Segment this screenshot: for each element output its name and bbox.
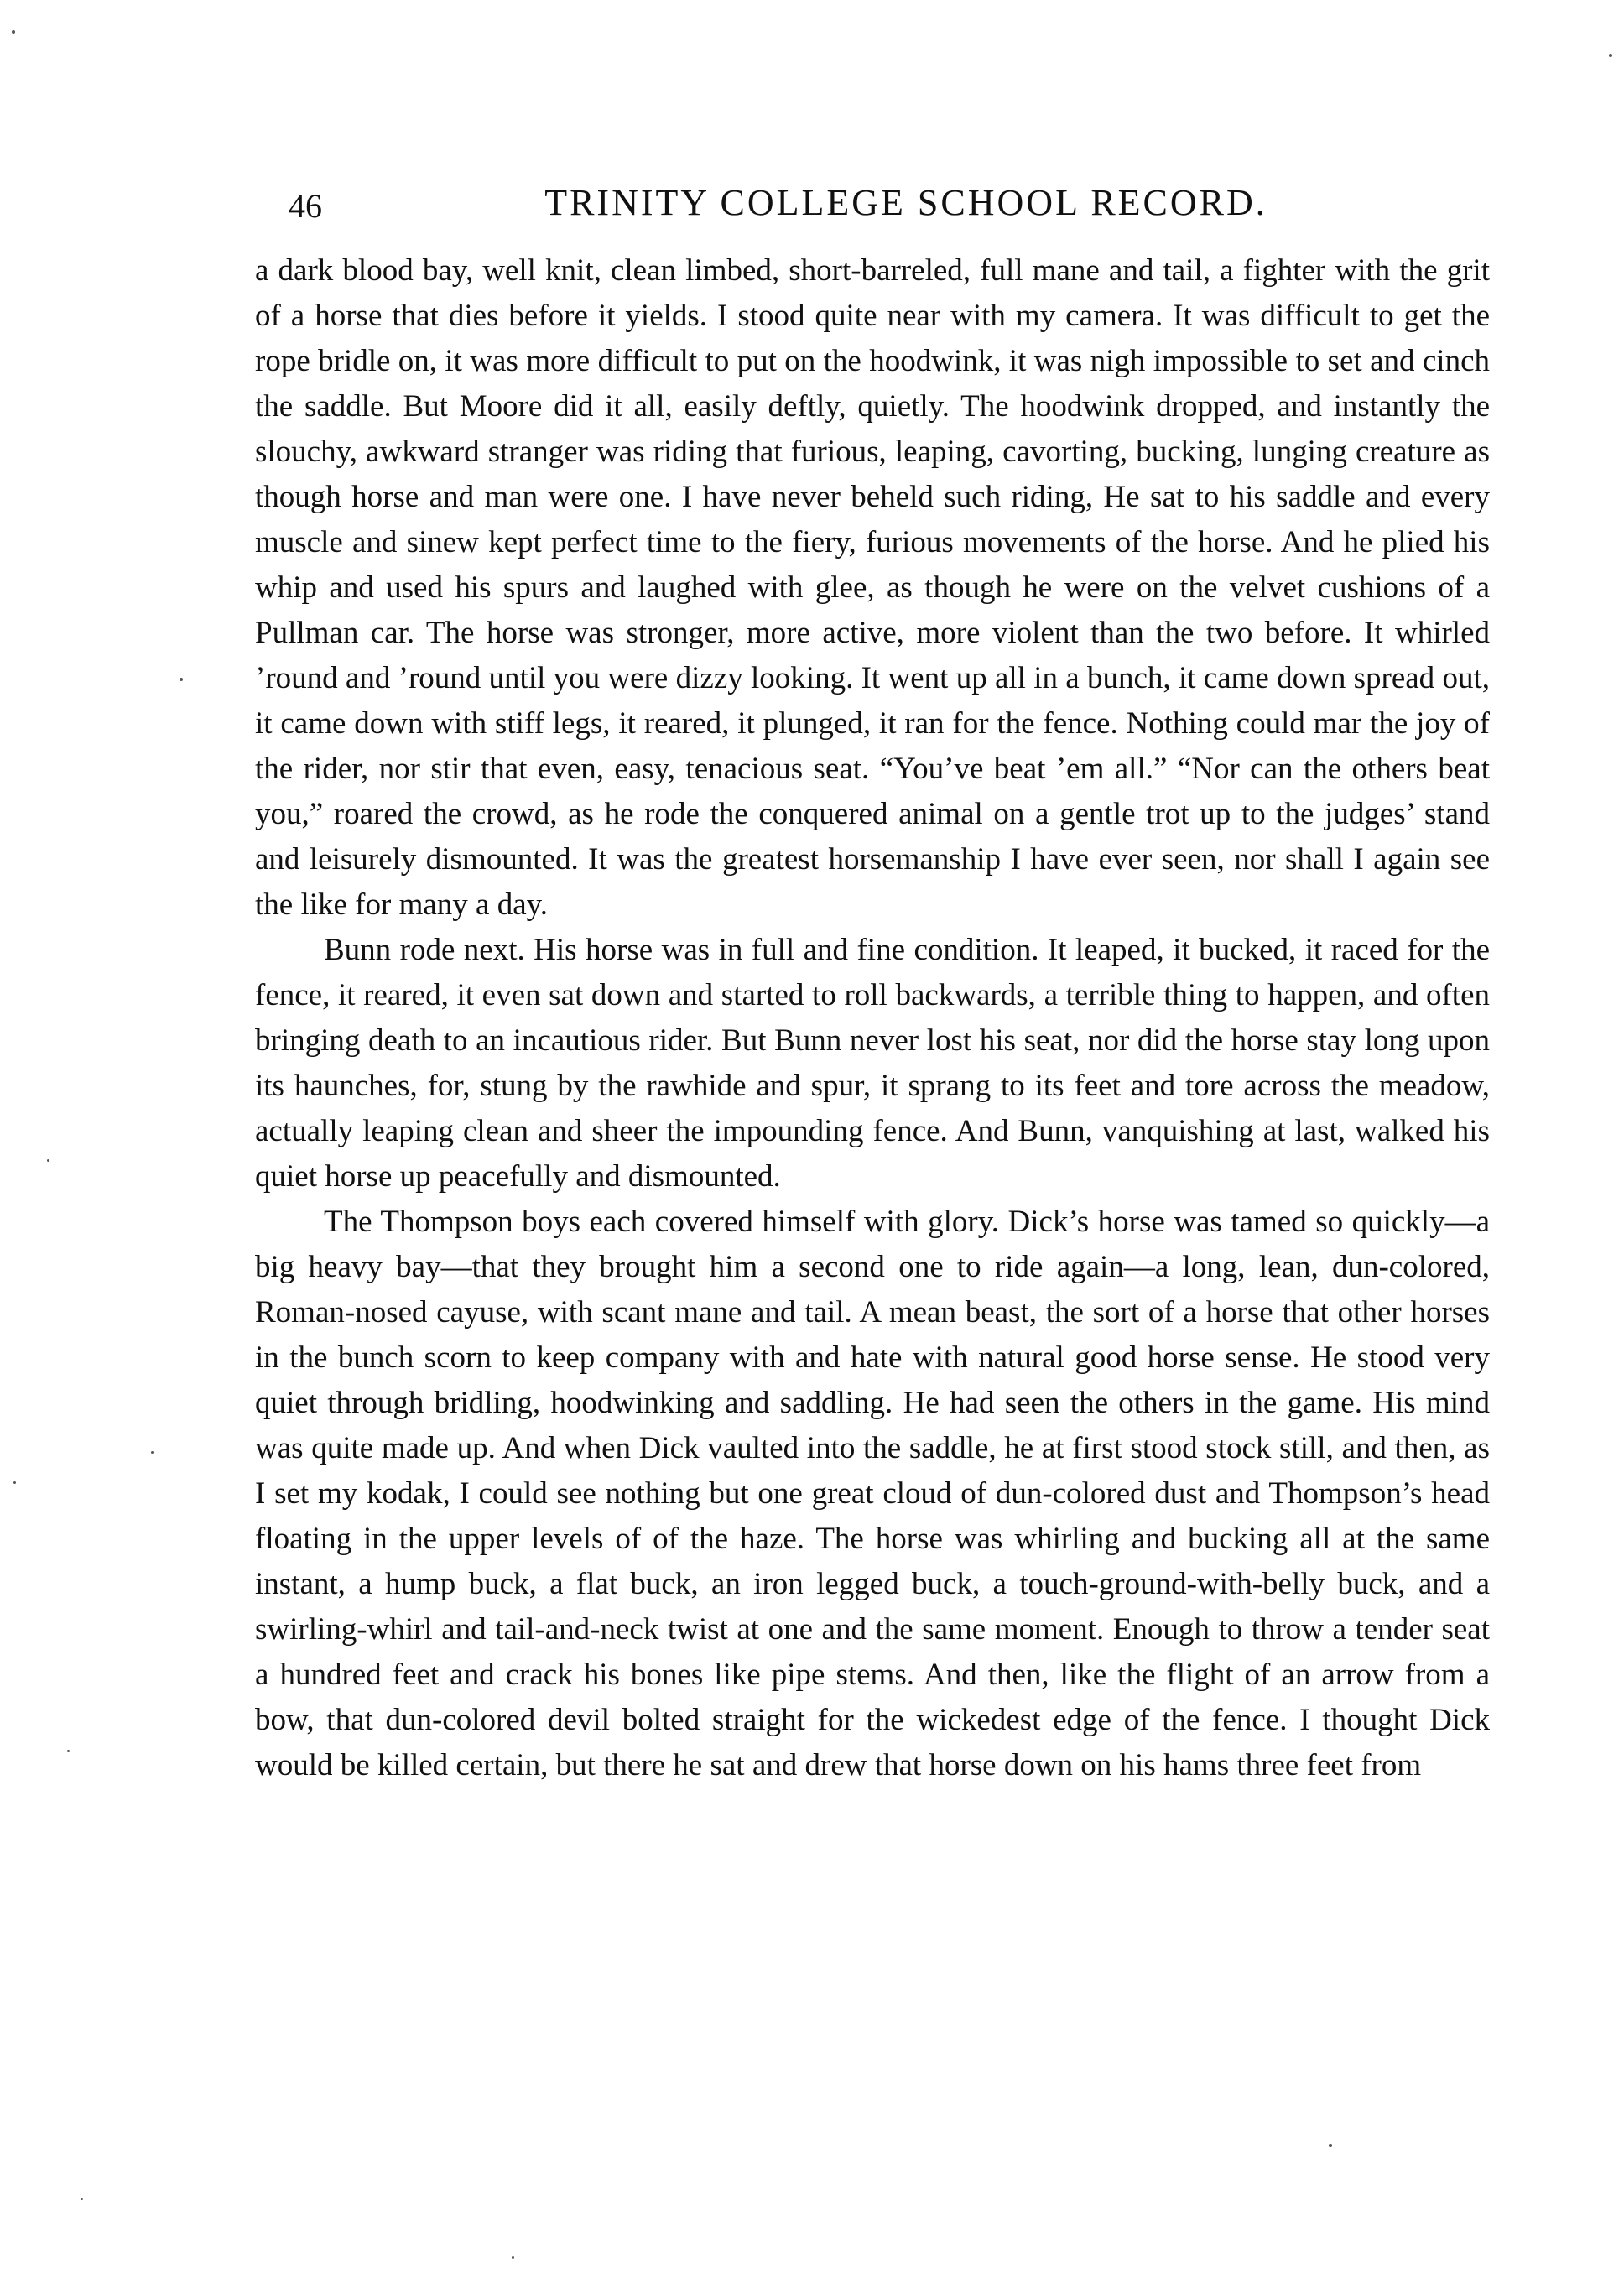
body-text: [255, 248, 1490, 1788]
paragraph-thompson-ride: The Thompson boys each covered himself with glory. Dick’s horse was tamed so quickly—a big heavy bay—that they brought him a second one to ride again—a long, lean, dun-colored, Roman-nosed cayuse, with scant mane and tail. A mean beast, the sort of a horse that other horses in the bunch scorn to keep company with and hate with natural good horse sense. He stood very quiet through bridling, hoodwinking and saddling. He had seen the others in the game. His mind was quite made up. And when Dick vaulted into the saddle, he at first stood stock still, and then, as I set my kodak, I could see nothing but one great cloud of dun-colored dust and Thompson’s head floating in the upper levels of of the haze. The horse was whirling and bucking all at the same instant, a hump buck, a flat buck, an iron legged buck, a touch-ground-with-belly buck, and a swirling-whirl and tail-and-neck twist at one and the same moment. Enough to throw a tender seat a hundred feet and crack his bones like pipe stems. And then, like the flight of an arrow from a bow, that dun-colored devil bolted straight for the wickedest edge of the fence. I thought Dick would be killed certain, but there he sat and drew that horse down on his hams three feet from: [255, 1205, 1490, 1782]
scan-speck: [12, 30, 15, 34]
scan-speck: [47, 1159, 49, 1162]
scan-speck: [1609, 54, 1612, 57]
paragraph-bunn-ride: Bunn rode next. His horse was in full and fine condition. It leaped, it bucked, it raced for the fence, it reared, it even sat down and started to roll backwards, a terrible thing to happen, and often bringing death to an incautious rider. But Bunn never lost his seat, nor did the horse stay long upon its haunches, for, stung by the rawhide and spur, it sprang to its feet and tore across the meadow, actually leaping clean and sheer the impounding fence. And Bunn, vanquishing at last, walked his quiet horse up peacefully and dismounted.: [255, 933, 1490, 1194]
page-number: 46: [289, 187, 322, 225]
scan-speck: [151, 1451, 154, 1454]
scan-speck: [81, 2198, 83, 2200]
scan-speck: [512, 2256, 514, 2259]
scan-speck: [13, 1481, 16, 1484]
scan-speck: [67, 1750, 70, 1752]
running-head: TRINITY COLLEGE SCHOOL RECORD.: [544, 182, 1267, 223]
scan-speck: [180, 678, 183, 681]
paragraph-moore-ride: a dark blood bay, well knit, clean limbed, short-barreled, full mane and tail, a fighter with the grit of a horse that dies before it yields. I stood quite near with my camera. It was difficult to get the rope bridle on, it was more difficult to put on the hoodwink, it was nigh impossible to set and cinch the saddle. But Moore did it all, easily deftly, quietly. The hoodwink dropped, and instantly the slouchy, awkward stranger was riding that furious, leaping, cavorting, bucking, lunging creature as though horse and man were one. I have never beheld such riding, He sat to his saddle and every muscle and sinew kept perfect time to the fiery, furious movements of the horse. And he plied his whip and used his spurs and laughed with glee, as though he were on the velvet cushions of a Pullman car. The horse was stronger, more active, more violent than the two before. It whirled ’round and ’round until you were dizzy looking. It went up all in a bunch, it came down spread out, it came down with stiff legs, it reared, it plunged, it ran for the fence. Nothing could mar the joy of the rider, nor stir that even, easy, tenacious seat. “You’ve beat ’em all.” “Nor can the others beat you,” roared the crowd, as he rode the conquered animal on a gentle trot up to the judges’ stand and leisurely dismounted. It was the greatest horsemanship I have ever seen, nor shall I again see the like for many a day.: [255, 253, 1490, 922]
scan-speck: [1329, 2144, 1332, 2147]
